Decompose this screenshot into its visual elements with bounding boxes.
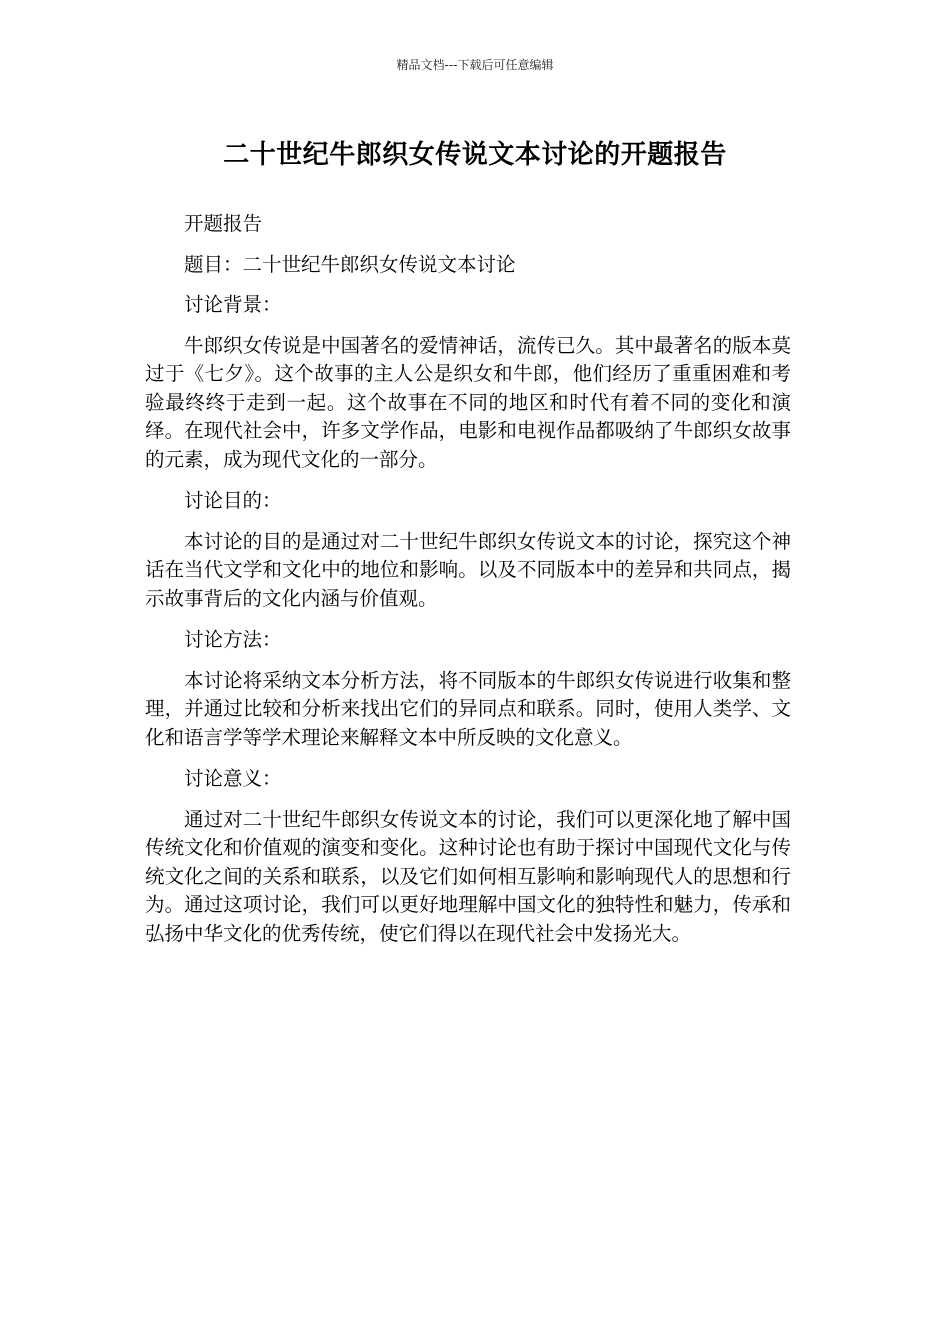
heading-background: 讨论背景： [184, 293, 282, 316]
section-label-report: 开题报告 [184, 212, 263, 235]
heading-significance: 讨论意义： [184, 767, 282, 790]
paragraph-purpose: 本讨论的目的是通过对二十世纪牛郎织女传说文本的讨论，探究这个神话在当代文学和文化中的地位和影响。以及不同版本中的差异和共同点，揭示故事背后的文化内涵与价值观。 [145, 529, 791, 610]
heading-purpose: 讨论目的： [184, 489, 282, 512]
heading-method: 讨论方法： [184, 628, 282, 651]
document-body [145, 210, 791, 961]
document-title: 二十世纪牛郎织女传说文本讨论的开题报告 [223, 140, 727, 170]
paragraph-method: 本讨论将采纳文本分析方法，将不同版本的牛郎织女传说进行收集和整理，并通过比较和分析来找出它们的异同点和联系。同时，使用人类学、文化和语言学等学术理论来解释文本中所反映的文化意义。 [145, 668, 791, 749]
paragraph-background: 牛郎织女传说是中国著名的爱情神话，流传已久。其中最著名的版本莫过于《七夕》。这个故事的主人公是织女和牛郎，他们经历了重重困难和考验最终终于走到一起。这个故事在不同的地区和时代有着不同的变化和演绎。在现代社会中，许多文学作品，电影和电视作品都吸纳了牛郎织女故事的元素，成为现代文化的一部分。 [145, 333, 791, 471]
topic-line: 题目：二十世纪牛郎织女传说文本讨论 [184, 252, 516, 276]
paragraph-significance: 通过对二十世纪牛郎织女传说文本的讨论，我们可以更深化地了解中国传统文化和价值观的演变和变化。这种讨论也有助于探讨中国现代文化与传统文化之间的关系和联系，以及它们如何相互影响和影响现代人的思想和行为。通过这项讨论，我们可以更好地理解中国文化的独特性和魅力，传承和弘扬中华文化的优秀传统，使它们得以在现代社会中发扬光大。 [145, 807, 791, 945]
page-header-watermark: 精品文档---下载后可任意编辑 [396, 58, 554, 72]
